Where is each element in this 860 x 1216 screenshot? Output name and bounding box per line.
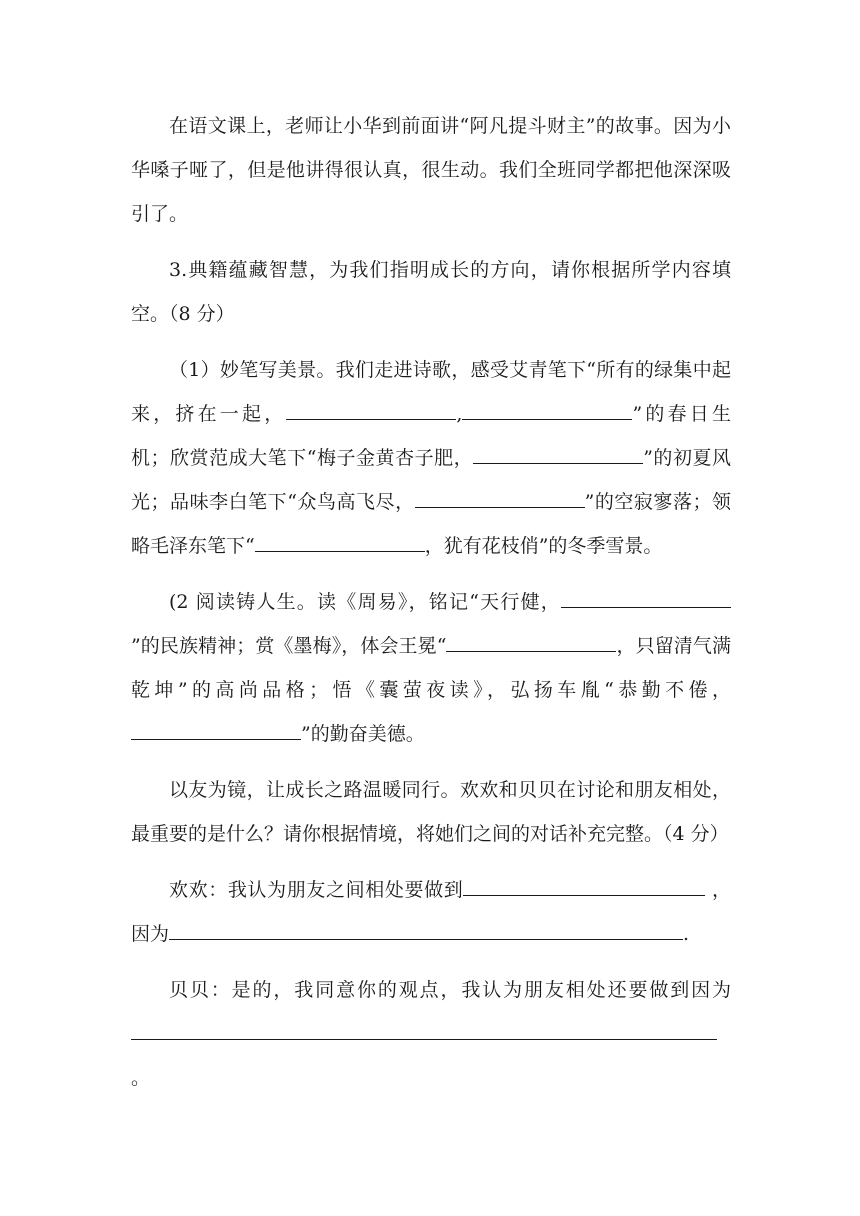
story-paragraph <box>131 104 731 236</box>
q3-1-text-e: ，犹有花枝俏”的冬季雪景。 <box>424 535 663 557</box>
answer-blank[interactable] <box>169 917 683 940</box>
answer-blank[interactable] <box>415 485 585 508</box>
huanhuan-text-c: . <box>683 923 690 945</box>
q3-1-text-c: ”的初夏风光；品味李白笔下“众鸟高飞尽， <box>131 447 732 513</box>
answer-blank[interactable] <box>462 397 632 420</box>
answer-blank[interactable] <box>131 1017 717 1040</box>
question-3-title <box>131 248 731 336</box>
story-text: 在语文课上，老师让小华到前面讲“阿凡提斗财主”的故事。因为小华嗓子哑了，但是他讲得很认真，很生动。我们全班同学都把他深深吸引了。 <box>131 115 731 225</box>
q3-2-text-a: (2 阅读铸人生。读《周易》，铭记“天行健， <box>169 591 561 613</box>
question-4-title <box>131 768 731 856</box>
dialogue-beibei <box>131 968 731 1100</box>
answer-blank[interactable] <box>131 717 301 740</box>
huanhuan-text-b: ，因为 <box>131 879 731 945</box>
question-3-part-2 <box>131 580 731 756</box>
answer-blank[interactable] <box>446 629 616 652</box>
q3-1-text-a: （1）妙笔写美景。我们走进诗歌，感受艾青笔下“所有的绿集中起来，挤在一起， <box>131 359 731 425</box>
document-page <box>131 104 731 1112</box>
question-3-title-text: 3.典籍蕴藏智慧，为我们指明成长的方向，请你根据所学内容填空。（8 分） <box>131 259 731 325</box>
q3-2-text-c: ，只留清气满乾坤”的高尚品格；悟《囊萤夜读》，弘扬车胤“恭勤不倦， <box>131 635 731 701</box>
q3-1-text-d: ”的空寂寥落；领略毛泽东笔下“ <box>131 491 732 557</box>
q3-1-separator: , <box>456 403 463 425</box>
beibei-text-b: 。 <box>131 1067 151 1089</box>
answer-blank[interactable] <box>463 873 705 896</box>
dialogue-huanhuan <box>131 868 731 956</box>
answer-blank[interactable] <box>286 397 456 420</box>
q3-2-text-d: ”的勤奋美德。 <box>301 723 425 745</box>
question-3-part-1 <box>131 348 731 568</box>
beibei-text-a: 贝贝：是的，我同意你的观点，我认为朋友相处还要做到因为 <box>169 979 731 1001</box>
huanhuan-text-a: 欢欢：我认为朋友之间相处要做到 <box>169 879 464 901</box>
answer-blank[interactable] <box>473 441 643 464</box>
q3-1-text-b: ”的春日生机；欣赏范成大笔下“梅子金黄杏子肥， <box>131 403 731 469</box>
answer-blank[interactable] <box>561 585 731 608</box>
answer-blank[interactable] <box>255 529 425 552</box>
question-4-title-text: 以友为镜，让成长之路温暖同行。欢欢和贝贝在讨论和朋友相处，最重要的是什么？请你根据情境，将她们之间的对话补充完整。（4 分） <box>131 779 731 845</box>
q3-2-text-b: ”的民族精神；赏《墨梅》，体会王冕“ <box>131 635 447 657</box>
